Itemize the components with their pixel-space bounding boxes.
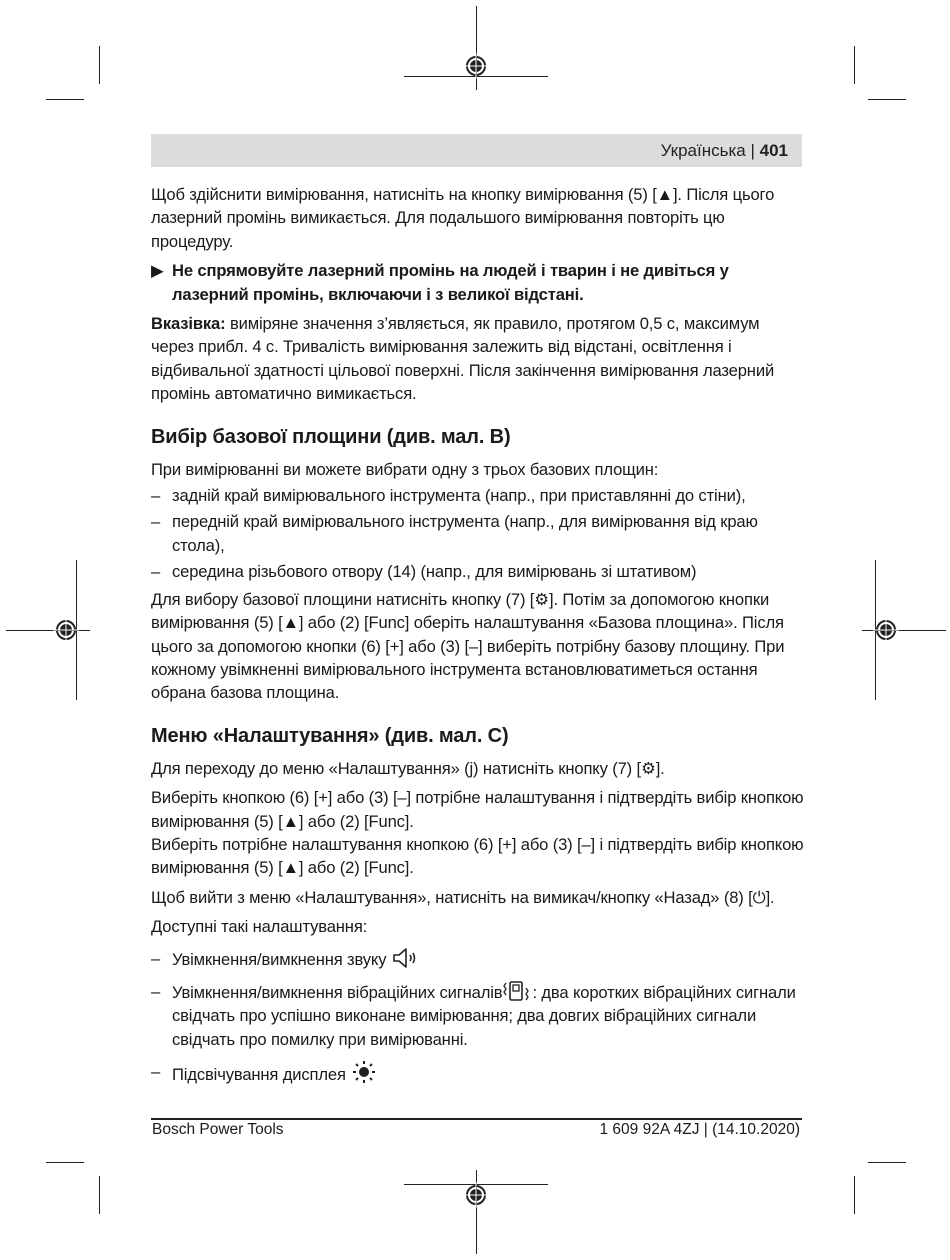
page-content: [151, 183, 806, 1096]
sun-backlight-icon: [350, 1060, 378, 1084]
list-item: – Підсвічування дисплея: [151, 1060, 806, 1086]
intro-paragraph: Щоб здійснити вимірювання, натисніть на кнопку вимірювання (5) [▲]. Після цього лазерний промінь вимикається. Для подальшого вимірювання повторіть цю процедуру.: [151, 185, 775, 251]
footer-brand: Bosch Power Tools: [152, 1121, 284, 1138]
section1-intro: При вимірюванні ви можете вибрати одну з трьох базових площин:: [151, 459, 659, 479]
crop-mark: [854, 1176, 855, 1214]
crop-mark: [868, 99, 906, 100]
header-text: [661, 141, 788, 161]
crop-mark: [854, 46, 855, 84]
page-header: [151, 134, 802, 167]
registration-mark-icon: [463, 53, 489, 79]
warning-note: [151, 259, 806, 306]
warning-text: Не спрямовуйте лазерний промінь на людей і тварин і не дивіться у лазерний промінь, включаючи і з великої відстані.: [172, 261, 729, 304]
section2-paragraph: Виберіть кнопкою (6) [+] або (3) [–] потрібне налаштування і підтвердіть вибір кнопкою вимірювання (5) [▲] або (2) [Func].: [151, 788, 804, 831]
reference-plane-list: [151, 484, 806, 584]
note-paragraph: [151, 312, 806, 406]
list-item: – Увімкнення/вимкнення вібраційних сигналів : два коротких вібраційних сигнали свідчать про успішно виконане вимірювання; два довгих вібраційних сигнали свідчать про помилку при вимірюванні.: [151, 981, 796, 1049]
section-title-settings-menu: Меню «Налаштування» (див. мал. C): [151, 724, 509, 747]
section1-body: Для вибору базової площини натисніть кнопку (7) [⚙]. Потім за допомогою кнопки вимірювання (5) [▲] або (2) [Func] оберіть налаштування «Базова площина». Після цього за допомогою кнопки (6) [+] або (3) [–] виберіть потрібну базову площину. При кожному увімкненні вимірювального інструмента встановлюватиметься остання обрана базова площина.: [151, 589, 785, 703]
page-number: 401: [759, 141, 788, 160]
section2-paragraph: Для переходу до меню «Налаштування» (j) натисніть кнопку (7) [⚙].: [151, 758, 665, 778]
bullet-triangle-icon: ▶: [151, 261, 164, 281]
crop-mark: [46, 1162, 84, 1163]
vibration-icon: [502, 980, 532, 1002]
crop-mark: [99, 1176, 100, 1214]
list-item: – задній край вимірювального інструмента (напр., при приставлянні до стіни),: [151, 486, 746, 506]
settings-list: [151, 947, 806, 1087]
registration-mark-icon: [463, 1182, 489, 1208]
section2-paragraph: Щоб вийти з меню «Налаштування», натисніть на вимикач/кнопку «Назад» (8) [⏻].: [151, 887, 775, 907]
section2-paragraph: Виберіть потрібне налаштування кнопкою (6) [+] або (3) [–] і підтвердіть вибір кнопкою вимірювання (5) [▲] або (2) [Func].: [151, 834, 804, 878]
registration-mark-icon: [873, 617, 899, 643]
note-label: Вказівка:: [151, 314, 226, 334]
crop-mark: [46, 99, 84, 100]
header-language: Українська: [660, 141, 746, 160]
section2-paragraph: Доступні такі налаштування:: [151, 917, 368, 937]
section-title-reference-plane: Вибір базової площини (див. мал. B): [151, 425, 511, 448]
speaker-icon: [391, 947, 419, 969]
list-item: – Увімкнення/вимкнення звуку: [151, 947, 806, 971]
list-item: – середина різьбового отвору (14) (напр., для вимірювань зі штативом): [151, 562, 697, 582]
footer-divider: [151, 1118, 802, 1120]
crop-mark: [99, 46, 100, 84]
registration-mark-icon: [53, 617, 79, 643]
crop-mark: [868, 1162, 906, 1163]
header-separator: |: [750, 141, 755, 160]
footer-doc-number: 1 609 92A 4ZJ | (14.10.2020): [599, 1121, 800, 1138]
note-text: виміряне значення з’являється, як правило, протягом 0,5 с, максимум через прибл. 4 с. Тривалість вимірювання залежить від відстані, освітлення і відбивальної здатності цільової поверхні. Після закінчення вимірювання лазерний промінь автоматично вимикається.: [151, 314, 775, 404]
list-item: – передній край вимірювального інструмента (напр., для вимірювання від краю стола),: [151, 512, 758, 555]
